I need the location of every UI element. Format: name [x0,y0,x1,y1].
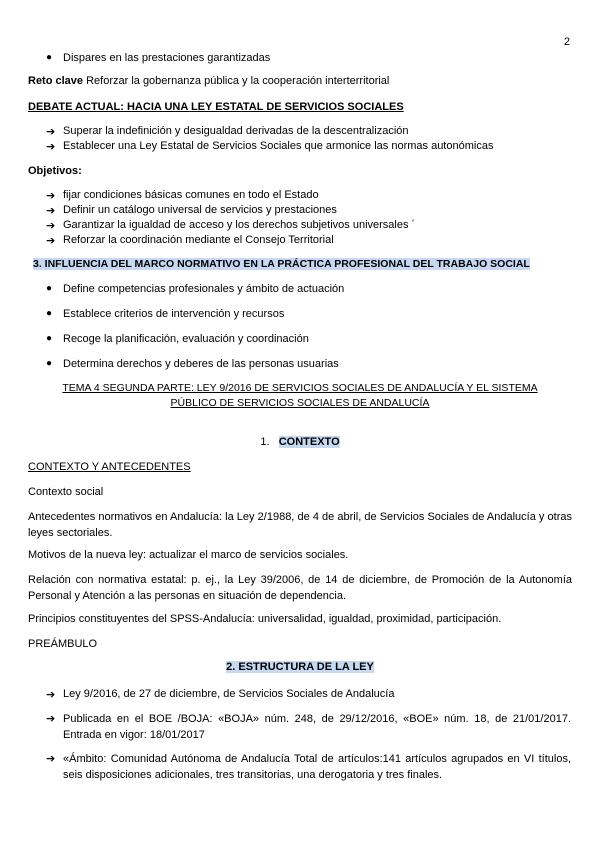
arrow-right-icon: ➔ [46,753,56,765]
paragraph: Principios constituyentes del SPSS-Andalucía: universalidad, igualdad, proximidad, participación. [28,613,502,625]
list-item: Recoge la planificación, evaluación y coordinación [63,333,309,345]
tema-title-line1: TEMA 4 SEGUNDA PARTE: LEY 9/2016 DE SERVICIOS SOCIALES DE ANDALUCÍA Y EL SISTEMA [62,382,538,394]
paragraph: Motivos de la nueva ley: actualizar el marco de servicios sociales. [28,549,349,561]
list-item: Superar la indefinición y desigualdad derivadas de la descentralización [63,125,409,137]
arrow-right-icon: ➔ [46,205,56,217]
paragraph: Antecedentes normativos en Andalucía: la Ley 2/1988, de 4 de abril, de Servicios Sociales de Andalucía y otras leyes sectoriales. [28,511,572,539]
list-item: Establecer una Ley Estatal de Servicios Sociales que armonice las normas autonómicas [63,140,494,152]
arrow-right-icon: ➔ [46,190,56,202]
list-item: fijar condiciones básicas comunes en todo el Estado [63,189,319,201]
list-item: Garantizar la igualdad de acceso y los derechos subjetivos universales ´ [63,219,416,231]
bullet-dot-icon: ● [46,283,53,294]
arrow-right-icon: ➔ [46,235,56,247]
list-item: Reforzar la coordinación mediante el Consejo Territorial [63,234,334,246]
contexto-subheading: CONTEXTO Y ANTECEDENTES [28,461,191,473]
arrow-right-icon: ➔ [46,126,56,138]
arrow-right-icon: ➔ [46,689,56,701]
list-item: Establece criterios de intervención y recursos [63,308,285,320]
arrow-right-icon: ➔ [46,220,56,232]
arrow-right-icon: ➔ [46,141,56,153]
paragraph: PREÁMBULO [28,638,98,650]
bullet-dot-icon: ● [46,52,53,63]
reto-clave-text: Reforzar la gobernanza pública y la cooperación interterritorial [83,75,390,87]
list-item: Ley 9/2016, de 27 de diciembre, de Servicios Sociales de Andalucía [63,688,395,700]
page-number: 2 [563,36,570,48]
bullet-dot-icon: ● [46,358,53,369]
contexto-section-heading: 1. CONTEXTO [260,436,340,448]
objetivos-heading: Objetivos: [28,165,82,177]
reto-clave-label: Reto clave [28,75,84,87]
list-item: Determina derechos y deberes de las personas usuarias [63,358,339,370]
arrow-right-icon: ➔ [46,713,56,725]
list-item: Dispares en las prestaciones garantizadas [63,52,271,64]
paragraph: Contexto social [28,486,104,498]
debate-heading: DEBATE ACTUAL: HACIA UNA LEY ESTATAL DE SERVICIOS SOCIALES [28,101,404,113]
tema-title-line2: PÚBLICO DE SERVICIOS SOCIALES DE ANDALUCÍA [170,397,430,409]
paragraph: Relación con normativa estatal: p. ej., la Ley 39/2006, de 14 de diciembre, de Promoción de la Autonomía Personal y Atención a las personas en situación de dependencia. [28,574,572,602]
estructura-section-heading: 2. ESTRUCTURA DE LA LEY [226,661,374,673]
list-item: Definir un catálogo universal de servicios y prestaciones [63,204,337,216]
list-item: «Ámbito: Comunidad Autónoma de Andalucía Total de artículos:141 artículos agrupados en VI títulos, seis disposiciones adicionales, tres transitorias, una derogatoria y tres finales. [63,753,571,781]
bullet-dot-icon: ● [46,333,53,344]
reto-clave-line [28,75,389,87]
list-item: Define competencias profesionales y ámbito de actuación [63,283,345,295]
section3-heading: 3. INFLUENCIA DEL MARCO NORMATIVO EN LA PRÁCTICA PROFESIONAL DEL TRABAJO SOCIAL [33,258,530,270]
list-item: Publicada en el BOE /BOJA: «BOJA» núm. 248, de 29/12/2016, «BOE» núm. 18, de 21/01/2017. Entrada en vigor: 18/01/2017 [63,713,571,741]
bullet-dot-icon: ● [46,308,53,319]
